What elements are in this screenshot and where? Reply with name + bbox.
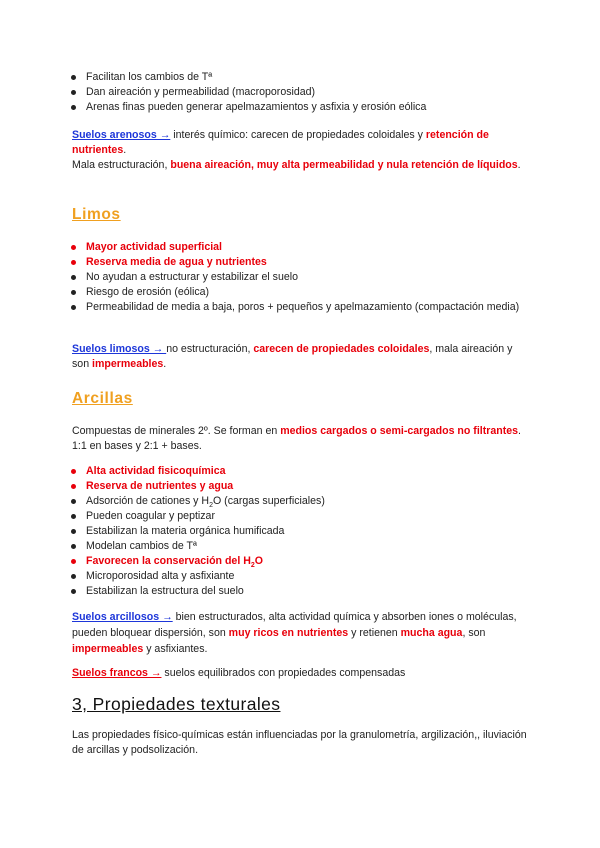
bullet-icon (71, 75, 76, 80)
list-item-text: Alta actividad fisicoquímica (86, 465, 226, 477)
list-item-text: Arenas finas pueden generar apelmazamientos y asfixia y erosión eólica (86, 101, 427, 113)
arcillosos-highlight: mucha agua (400, 627, 463, 639)
arenosos-highlight: buena aireación, muy alta permeabilidad y nula retención de líquidos (170, 159, 518, 171)
list-item (86, 584, 546, 599)
arenosos-text: . (517, 159, 521, 171)
list-item (86, 494, 546, 509)
arcillas-heading: Arcillas (72, 390, 133, 407)
subscript: 2 (209, 502, 213, 510)
section-3-heading: 3, Propiedades texturales (72, 694, 281, 714)
arcillosos-paragraph (72, 609, 532, 657)
bullet-icon (71, 589, 76, 594)
bullet-icon (71, 484, 76, 489)
arenosos-text: . (123, 144, 127, 156)
list-item (86, 85, 546, 100)
arenosos-paragraph (72, 128, 532, 173)
bullet-icon (71, 105, 76, 110)
list-item (86, 255, 546, 270)
limosos-highlight: impermeables (92, 358, 164, 370)
bullet-icon (71, 469, 76, 474)
list-item (86, 464, 546, 479)
francos-term-link[interactable]: Suelos francos → (72, 667, 162, 679)
list-item (86, 479, 546, 494)
arcillosos-highlight: muy ricos en nutrientes (228, 627, 349, 639)
subscript: 2 (250, 562, 255, 570)
list-item-text: Permeabilidad de media a baja, poros + pequeños y apelmazamiento (compactación media) (86, 301, 520, 313)
arenosos-term-link[interactable]: Suelos arenosos → (72, 129, 171, 141)
list-item (86, 285, 546, 300)
bullet-icon (71, 305, 76, 310)
list-item (86, 569, 546, 584)
bullet-icon (71, 529, 76, 534)
list-item (86, 70, 546, 85)
bullet-icon (71, 290, 76, 295)
list-item (86, 554, 546, 569)
list-item-text: Estabilizan la materia orgánica humificada (86, 525, 285, 537)
bullet-icon (71, 559, 76, 564)
limosos-highlight: carecen de propiedades coloidales (253, 343, 430, 355)
arcillas-intro (72, 424, 532, 454)
section-3-paragraph: Las propiedades físico-químicas están influenciadas por la granulometría, argilización,, iluviación de arcillas y podsolización. (72, 729, 527, 756)
limos-heading: Limos (72, 206, 121, 223)
limosos-term-link[interactable]: Suelos limosos → (72, 343, 167, 355)
bullet-icon (71, 275, 76, 280)
limosos-paragraph (72, 342, 532, 372)
bullet-icon (71, 90, 76, 95)
list-item-text: Estabilizan la estructura del suelo (86, 585, 244, 597)
bullet-icon (71, 260, 76, 265)
list-item-text: Pueden coagular y peptizar (86, 510, 215, 522)
list-item (86, 100, 546, 115)
arcillas-text: Compuestas de minerales 2º. Se forman en (72, 425, 281, 437)
limosos-text: . (163, 358, 167, 370)
list-item (86, 509, 546, 524)
arenosos-text: interés químico: carecen de propiedades coloidales y (170, 129, 426, 141)
arcillosos-term-link[interactable]: Suelos arcillosos → (72, 611, 173, 623)
bullet-icon (71, 574, 76, 579)
limosos-text: , mala aireación y son (72, 343, 513, 370)
list-item-text: Modelan cambios de Tª (86, 540, 197, 552)
francos-paragraph (72, 666, 532, 681)
list-item-text: Reserva de nutrientes y agua (86, 480, 234, 492)
francos-text: suelos equilibrados con propiedades compensadas (161, 667, 406, 679)
arcillas-highlight: medios cargados o semi-cargados no filtrantes (280, 425, 519, 437)
list-item-text: Microporosidad alta y asfixiante (86, 570, 235, 582)
arcillosos-highlight: impermeables (72, 643, 144, 655)
arcillosos-text: , son (462, 627, 486, 639)
bullet-icon (71, 544, 76, 549)
list-item-text: Reserva media de agua y nutrientes (86, 256, 267, 268)
bullet-icon (71, 514, 76, 519)
arenosos-text: Mala estructuración, (72, 159, 171, 171)
list-item-text: Riesgo de erosión (eólica) (86, 286, 210, 298)
list-item (86, 270, 546, 285)
list-item-text: Favorecen la conservación del H (86, 555, 251, 567)
limosos-text: no estructuración, (166, 343, 254, 355)
list-item-text: Facilitan los cambios de Tª (86, 71, 213, 83)
arenosos-highlight: retención de nutrientes (72, 129, 489, 156)
list-item-text: O (cargas superficiales) (212, 495, 325, 507)
list-item-text: Dan aireación y permeabilidad (macroporosidad) (86, 86, 316, 98)
arcillas-text: . 1:1 en bases y 2:1 + bases. (72, 425, 521, 452)
bullet-icon (71, 245, 76, 250)
bullet-icon (71, 499, 76, 504)
list-item-text: O (254, 555, 264, 567)
list-item-text: Mayor actividad superficial (86, 241, 223, 253)
arcillosos-text: y asfixiantes. (143, 643, 208, 655)
list-item-text: No ayudan a estructurar y estabilizar el suelo (86, 271, 298, 283)
list-item (86, 524, 546, 539)
arcillosos-text: bien estructurados, alta actividad química y absorben iones o moléculas, pueden bloquear dispersión, son (72, 611, 517, 639)
list-item (86, 539, 546, 554)
list-item-text: Adsorción de cationes y H (86, 495, 210, 507)
list-item (86, 240, 546, 255)
arcillosos-text: y retienen (348, 627, 401, 639)
list-item (86, 300, 546, 315)
